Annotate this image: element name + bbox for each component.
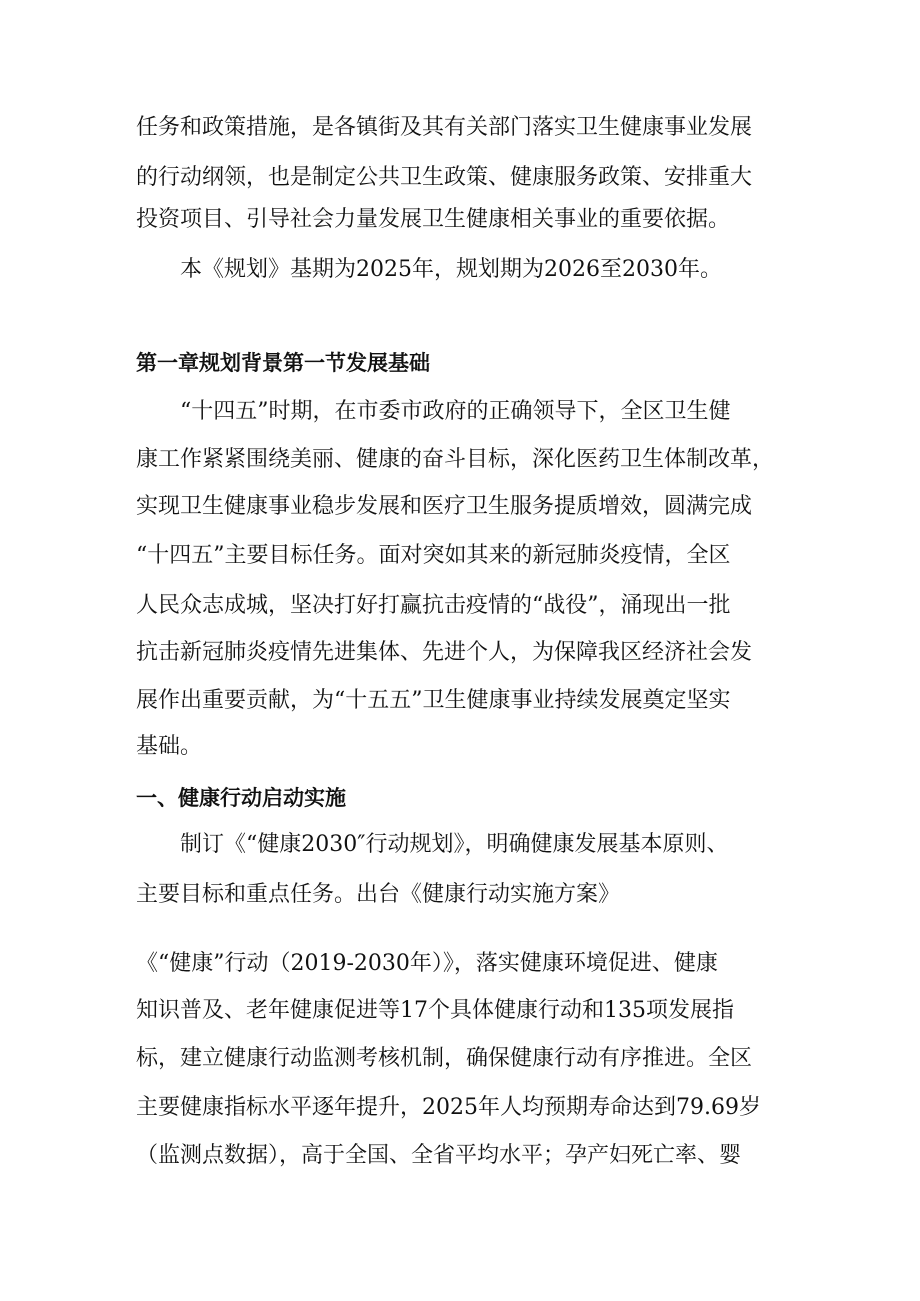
paragraph-line: 康工作紧紧围绕美丽、健康的奋斗目标，深化医药卫生体制改革， <box>136 447 775 472</box>
paragraph-line: 人民众志成城，坚决打好打赢抗击疫情的“战役”，涌现出一批 <box>136 593 731 618</box>
paragraph-line: 投资项目、引导社会力量发展卫生健康相关事业的重要依据。 <box>136 207 731 232</box>
paragraph-line: 实现卫生健康事业稳步发展和医疗卫生服务提质增效，圆满完成 <box>136 494 753 519</box>
paragraph-line: 抗击新冠肺炎疫情先进集体、先进个人，为保障我区经济社会发 <box>136 640 753 665</box>
section-heading: 一、健康行动启动实施 <box>136 786 346 810</box>
paragraph-line: 主要健康指标水平逐年提升，2025年人均预期寿命达到79.69岁 <box>136 1095 761 1120</box>
chapter-heading: 第一章规划背景第一节发展基础 <box>136 351 430 375</box>
paragraph-line: 主要目标和重点任务。出台《健康行动实施方案》 <box>136 882 621 907</box>
paragraph-line: 展作出重要贡献，为“十五五”卫生健康事业持续发展奠定坚实 <box>136 688 731 713</box>
paragraph-line: 知识普及、老年健康促进等17个具体健康行动和135项发展指 <box>136 998 734 1023</box>
paragraph-line: 制订《“健康2030″行动规划》，明确健康发展基本原则、 <box>180 832 729 857</box>
paragraph-line: 基础。 <box>136 734 203 759</box>
paragraph-line: 的行动纲领，也是制定公共卫生政策、健康服务政策、安排重大 <box>136 165 753 190</box>
paragraph-line: “十四五”主要目标任务。面对突如其来的新冠肺炎疫情，全区 <box>136 543 731 568</box>
paragraph-line: 《“健康”行动（2019-2030年）》，落实健康环境促进、健康 <box>136 951 718 976</box>
paragraph-line: 本《规划》基期为2025年，规划期为2026至2030年。 <box>180 257 722 282</box>
paragraph-line: （监测点数据），高于全国、全省平均水平；孕产妇死亡率、婴 <box>136 1143 742 1168</box>
paragraph-line: “十四五”时期，在市委市政府的正确领导下，全区卫生健 <box>180 399 731 424</box>
paragraph-line: 标，建立健康行动监测考核机制，确保健康行动有序推进。全区 <box>136 1046 753 1071</box>
paragraph-line: 任务和政策措施，是各镇街及其有关部门落实卫生健康事业发展 <box>136 115 753 140</box>
